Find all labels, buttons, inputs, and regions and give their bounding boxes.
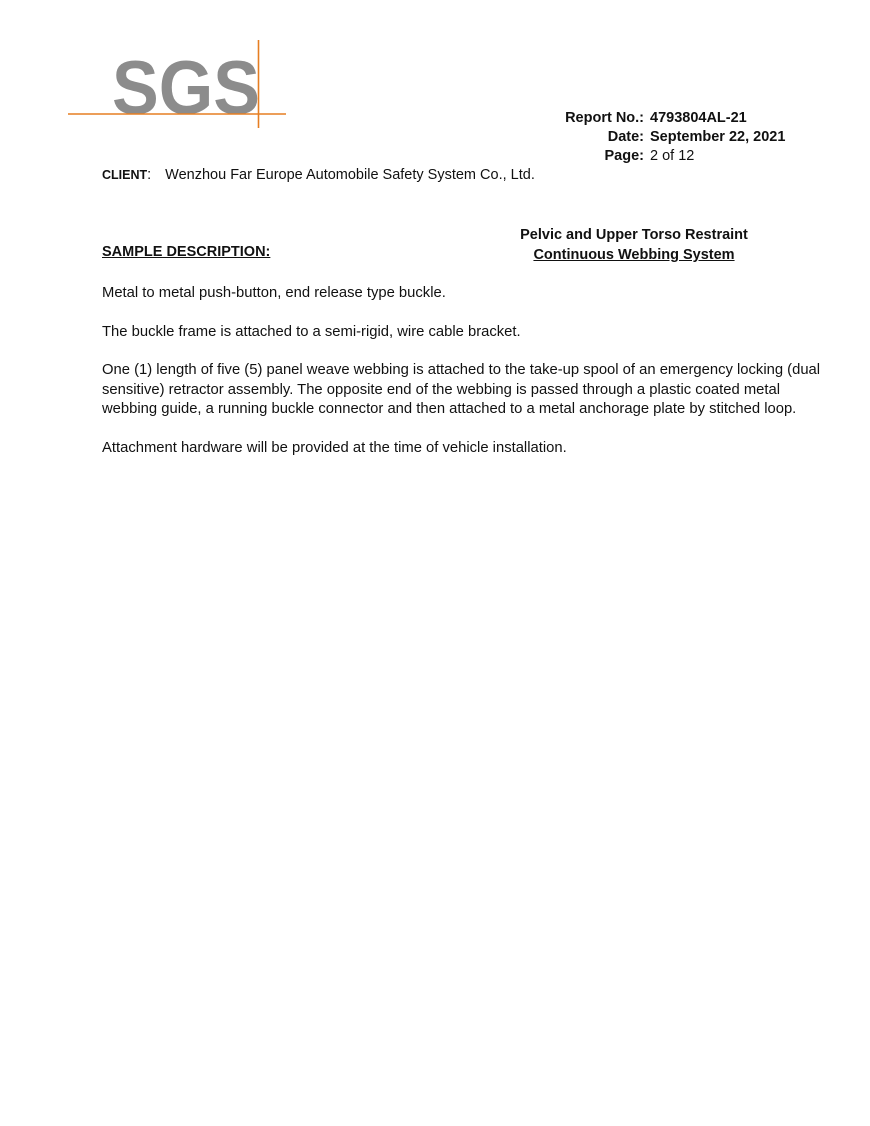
sample-description-body (102, 284, 822, 477)
logo-text: SGS (112, 46, 260, 130)
sgs-logo (68, 38, 290, 130)
page-label: Page: (604, 148, 644, 164)
system-type-line2: Continuous Webbing System (533, 247, 735, 263)
report-no-label: Report No.: (565, 110, 644, 126)
page-row (520, 147, 785, 166)
description-paragraph: One (1) length of five (5) panel weave webbing is attached to the take-up spool of an emergency locking (dual sensitive) retractor assembly. The opposite end of the webbing is passed through a plastic coated metal webbing guide, a running buckle connector and then attached to a metal anchorage plate by stitched loop. (102, 362, 821, 417)
client-label: CLIENT (102, 168, 148, 182)
report-meta (520, 109, 785, 166)
sample-description-heading: SAMPLE DESCRIPTION: (102, 244, 271, 260)
report-no-value: 4793804AL-21 (650, 110, 747, 126)
page-value: 2 of 12 (650, 148, 695, 164)
description-paragraph: The buckle frame is attached to a semi-rigid, wire cable bracket. (102, 323, 521, 340)
date-label: Date: (607, 129, 644, 145)
date-value: September 22, 2021 (650, 129, 786, 145)
client-separator: : (147, 167, 152, 183)
date-row (520, 128, 785, 147)
report-no-row (520, 109, 785, 128)
system-type-line1: Pelvic and Upper Torso Restraint (520, 227, 748, 243)
client-name: Wenzhou Far Europe Automobile Safety System Co., Ltd. (165, 167, 535, 183)
client-line (102, 167, 535, 183)
description-paragraph: Metal to metal push-button, end release type buckle. (102, 285, 446, 301)
system-type (500, 225, 768, 265)
description-paragraph: Attachment hardware will be provided at the time of vehicle installation. (102, 439, 567, 456)
